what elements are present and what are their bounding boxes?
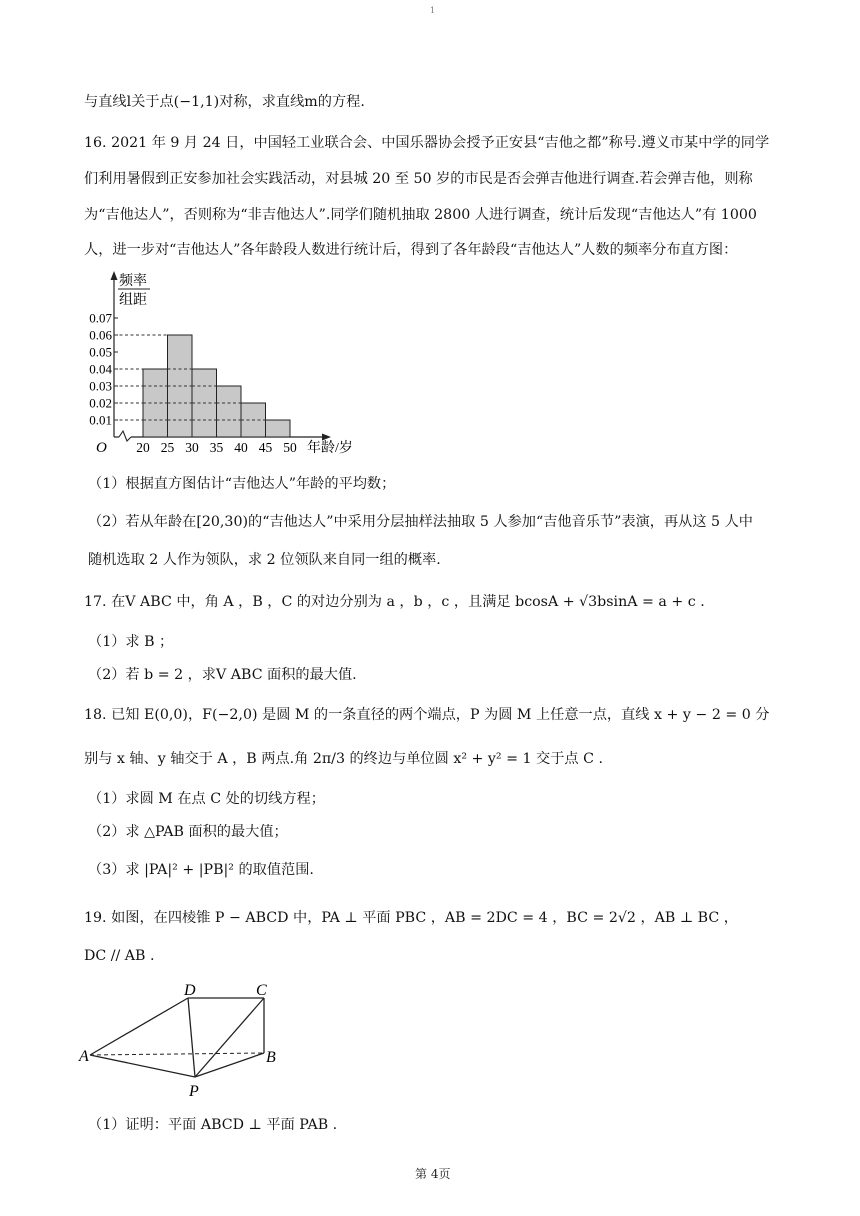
vertex-label-A: A — [79, 1048, 89, 1065]
p18-line-2: 别与 x 轴、y 轴交于 A ，B 两点.角 2π/3 的终边与单位圆 x² + y² = 1 交于点 C . — [84, 751, 604, 767]
pyramid-figure — [76, 978, 296, 1100]
y-tick-label: 0.02 — [89, 395, 112, 411]
q16-part-1: （1）根据直方图估计“吉他达人”年龄的平均数； — [88, 476, 396, 492]
vertex-label-B: B — [266, 1049, 276, 1066]
x-axis-label: 年龄/岁 — [307, 441, 353, 456]
p16-line-2: 们利用暑假到正安参加社会实践活动，对县城 20 至 50 岁的市民是否会弹吉他进行调查.若会弹吉他，则称 — [84, 171, 753, 187]
axis-break-mark — [119, 431, 131, 441]
q17-part-2: （2）若 b = 2 ，求V ABC 面积的最大值. — [88, 667, 357, 683]
y-tick-label: 0.05 — [89, 344, 112, 360]
edge-AP — [90, 1055, 195, 1077]
histogram-bar — [217, 386, 242, 437]
q17-part-1: （1）求 B ； — [88, 634, 174, 650]
x-tick-label: 50 — [283, 440, 297, 455]
p19-line-1: 19. 如图，在四棱锥 P − ABCD 中，PA ⊥ 平面 PBC ，AB = 2DC = 4 ，BC = 2√2 ，AB ⊥ BC ， — [84, 910, 738, 926]
y-axis-label-numerator: 频率 — [119, 274, 147, 289]
vertex-label-P: P — [189, 1083, 199, 1100]
x-tick-label: 40 — [234, 440, 248, 455]
edge-AD — [90, 998, 188, 1055]
edge-AB-hidden — [90, 1053, 264, 1055]
vertex-label-C: C — [256, 982, 267, 999]
p16-line-3: 为“吉他达人”，否则称为“非吉他达人”.同学们随机抽取 2800 人进行调查，统计后发现“吉他达人”有 1000 — [84, 207, 757, 223]
x-axis-arrow — [322, 434, 331, 441]
q18-part-2: （2）求 △PAB 面积的最大值； — [88, 824, 288, 840]
p17-statement: 17. 在V ABC 中，角 A ，B ，C 的对边分别为 a ，b ，c ，且满足 bcosA + √3bsinA = a + c . — [84, 594, 705, 610]
q18-part-3: （3）求 |PA|² + |PB|² 的取值范围. — [88, 862, 314, 878]
edge-DP — [188, 998, 195, 1077]
p16-line-1: 16. 2021 年 9 月 24 日，中国轻工业联合会、中国乐器协会授予正安县“吉他之都”称号.遵义市某中学的同学 — [84, 135, 770, 151]
page-marker: 1 — [430, 6, 436, 15]
x-tick-label: 20 — [136, 440, 150, 455]
x-tick-label: 45 — [258, 440, 273, 455]
q18-part-1: （1）求圆 M 在点 C 处的切线方程； — [88, 791, 325, 807]
prev-problem-text: 与直线l关于点(−1,1)对称，求直线m的方程. — [84, 94, 365, 110]
y-axis-label-denominator: 组距 — [119, 293, 147, 308]
vertex-label-D: D — [184, 982, 196, 999]
x-tick-label: 25 — [160, 440, 175, 455]
p18-line-1: 18. 已知 E(0,0)，F(−2,0) 是圆 M 的一条直径的两个端点，P 为圆 M 上任意一点，直线 x + y − 2 = 0 分 — [84, 707, 770, 723]
x-tick-label: 30 — [185, 440, 199, 455]
frequency-histogram — [76, 268, 376, 458]
p16-line-4: 人，进一步对“吉他达人”各年龄段人数进行统计后，得到了各年龄段“吉他达人”人数的频率分布直方图： — [84, 242, 738, 258]
q19-part-1: （1）证明：平面 ABCD ⊥ 平面 PAB . — [88, 1117, 338, 1133]
histogram-bar — [266, 420, 291, 437]
y-tick-label: 0.01 — [89, 412, 112, 428]
text-line-prev-problem — [84, 92, 365, 112]
y-tick-label: 0.03 — [89, 378, 112, 394]
y-tick-label: 0.06 — [89, 327, 112, 343]
y-axis-arrow — [111, 271, 118, 280]
y-tick-label: 0.04 — [89, 361, 112, 377]
p19-line-2: DC // AB . — [84, 948, 155, 964]
q16-part-2b: 随机选取 2 人作为领队，求 2 位领队来自同一组的概率. — [88, 552, 441, 568]
origin-label: O — [96, 440, 107, 456]
q16-part-2a: （2）若从年龄在[20,30)的“吉他达人”中采用分层抽样法抽取 5 人参加“吉他音乐节”表演，再从这 5 人中 — [88, 514, 753, 530]
y-tick-label: 0.07 — [89, 310, 112, 326]
page-footer: 第 4页 — [415, 1167, 451, 1181]
x-tick-label: 35 — [209, 440, 224, 455]
